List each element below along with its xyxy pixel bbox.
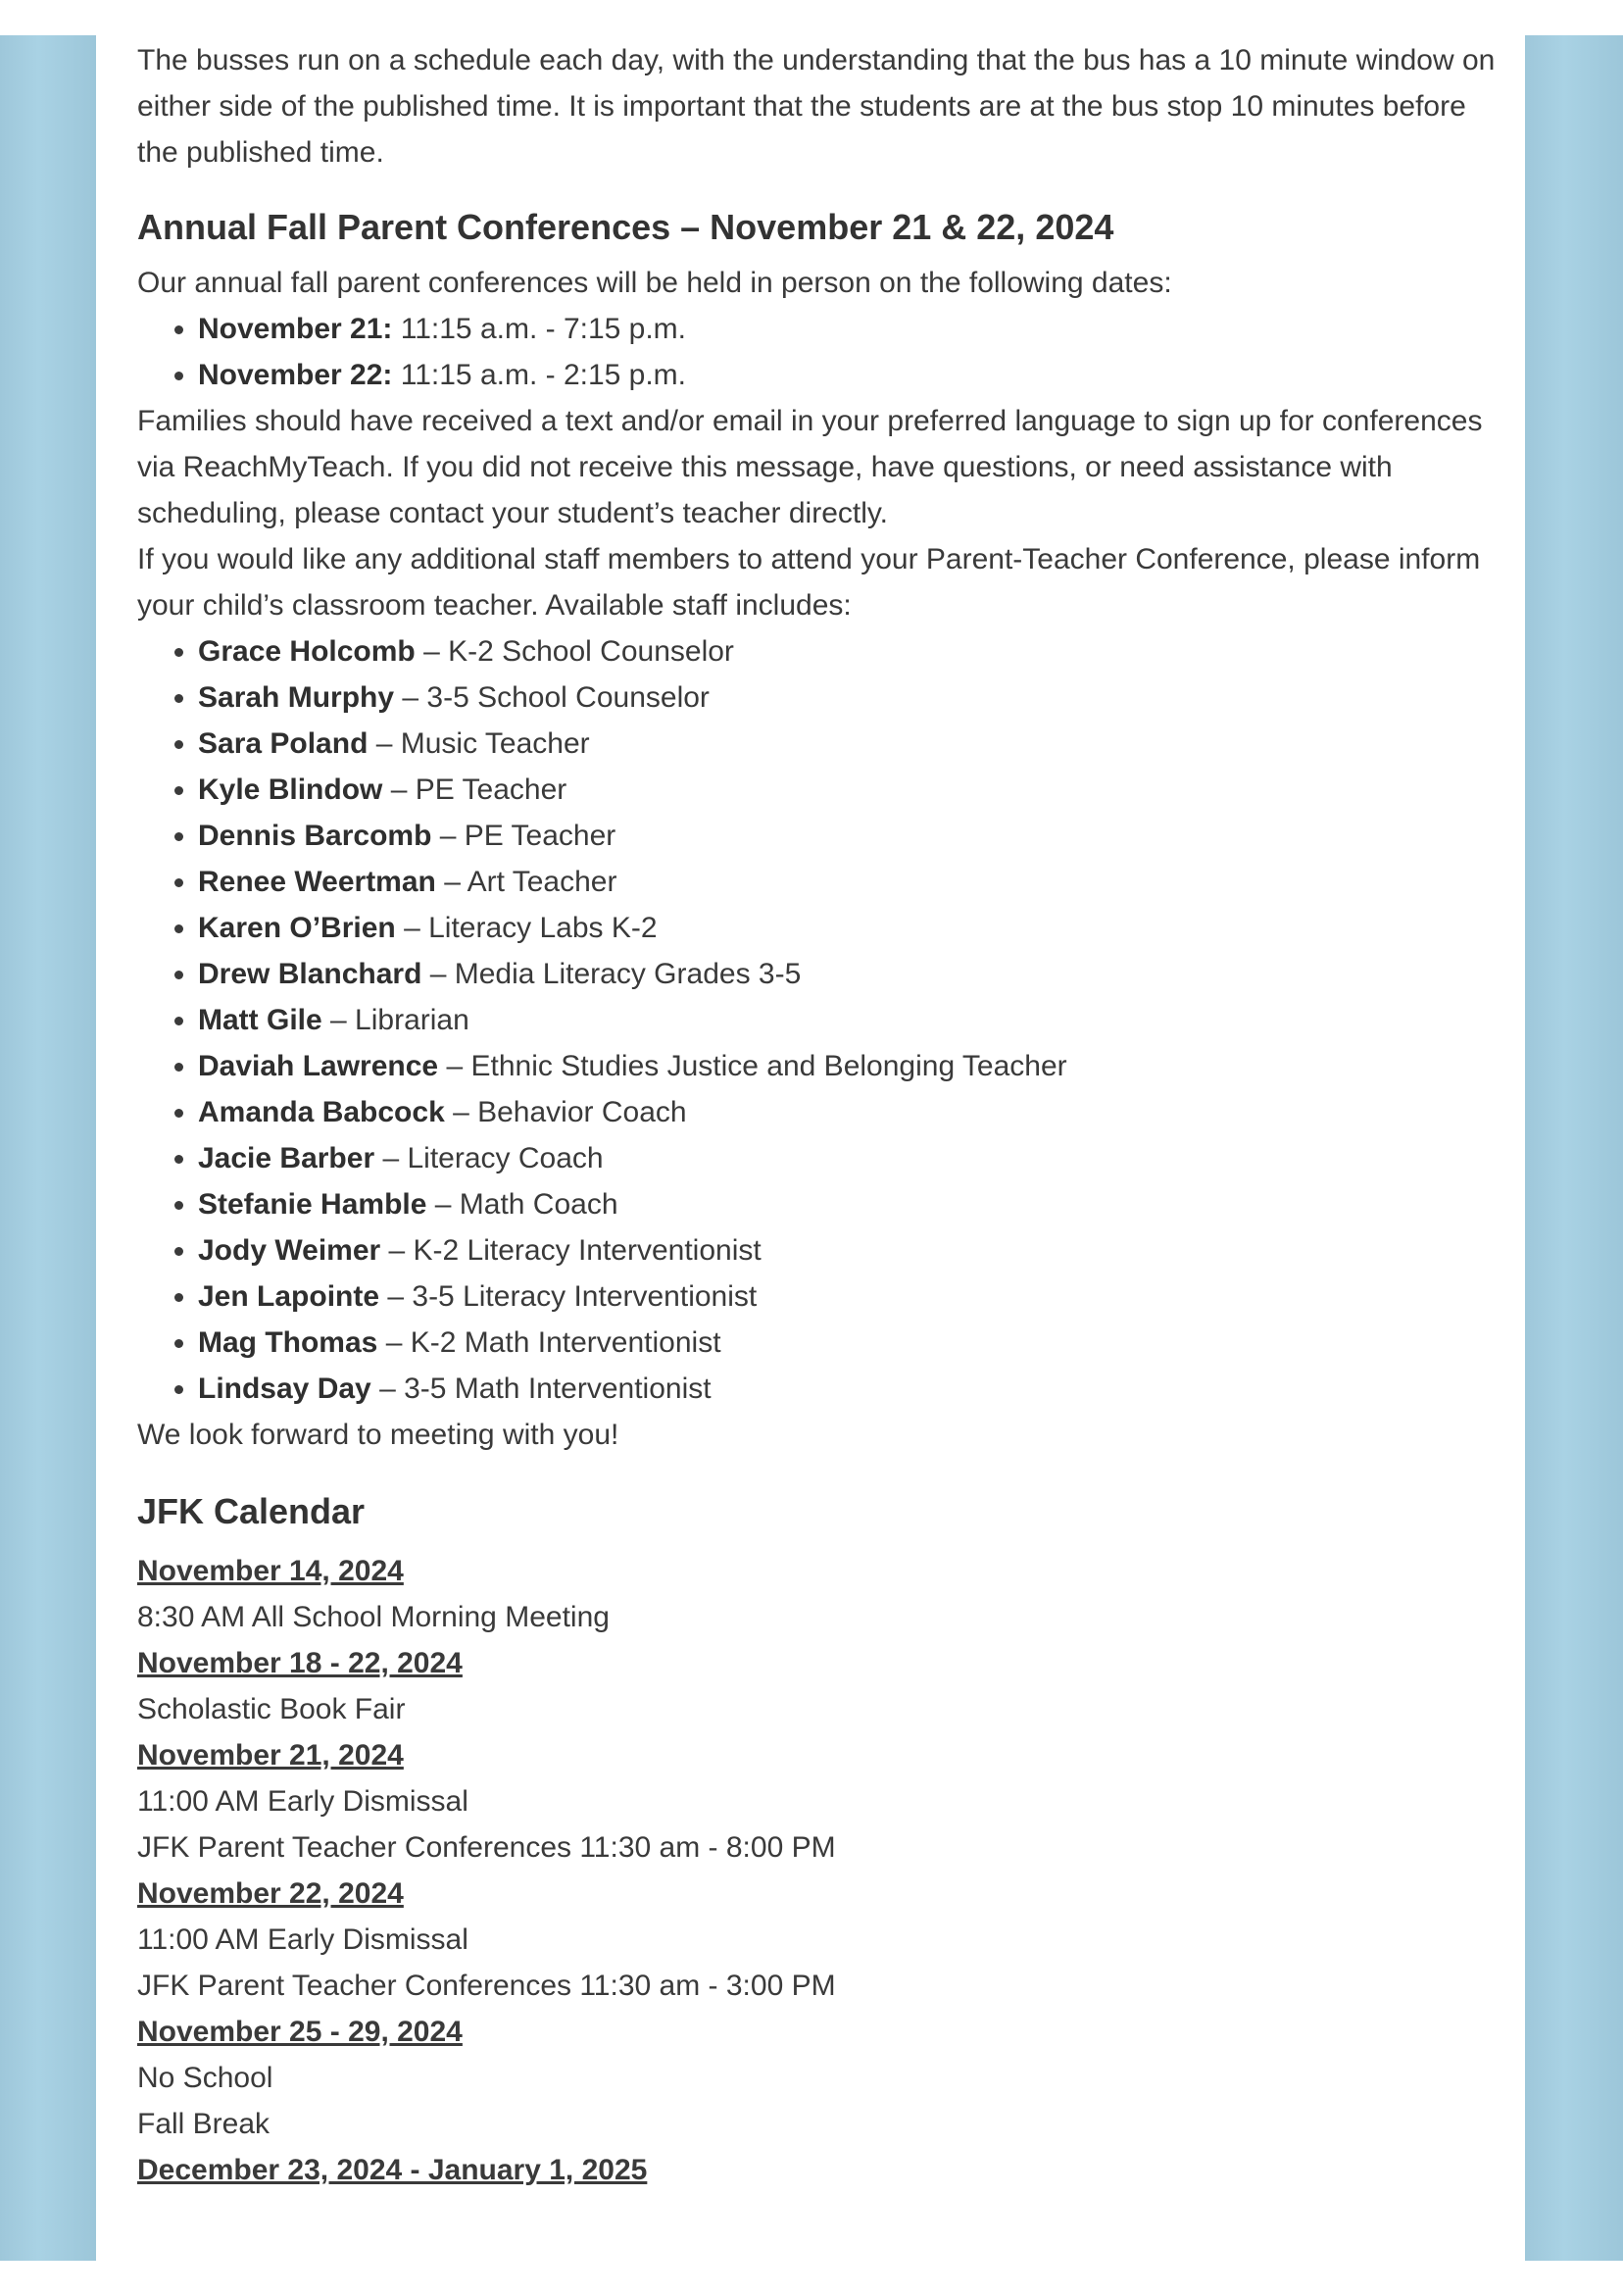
conference-dates-list: [137, 306, 1509, 398]
calendar-event: Fall Break: [137, 2108, 270, 2140]
list-item: • Stefanie Hamble – Math Coach: [198, 1181, 1509, 1227]
list-item: • Kyle Blindow – PE Teacher: [198, 767, 1509, 813]
list-item: • Daviah Lawrence – Ethnic Studies Justice and Belonging Teacher: [198, 1043, 1509, 1089]
list-item: • Drew Blanchard – Media Literacy Grades 3-5: [198, 951, 1509, 997]
calendar-date: December 23, 2024 - January 1, 2025: [137, 2154, 648, 2186]
calendar-heading: JFK Calendar: [137, 1491, 366, 1531]
list-item: • Mag Thomas – K-2 Math Interventionist: [198, 1320, 1509, 1366]
left-decorative-border: [0, 35, 96, 2261]
staff-list: [137, 628, 1509, 1412]
list-item: • Renee Weertman – Art Teacher: [198, 859, 1509, 905]
calendar-event: 8:30 AM All School Morning Meeting: [137, 1601, 610, 1633]
calendar-event: 11:00 AM Early Dismissal: [137, 1923, 468, 1956]
list-item: • Jody Weimer – K-2 Literacy Interventionist: [198, 1227, 1509, 1273]
calendar-date: November 25 - 29, 2024: [137, 2016, 463, 2048]
conferences-heading: Annual Fall Parent Conferences – November 21 & 22, 2024: [137, 207, 1114, 247]
list-item: • Lindsay Day – 3-5 Math Interventionist: [198, 1366, 1509, 1412]
calendar-date: November 22, 2024: [137, 1877, 404, 1910]
calendar-date: November 21, 2024: [137, 1739, 404, 1772]
list-item: • Sarah Murphy – 3-5 School Counselor: [198, 674, 1509, 721]
calendar-event: JFK Parent Teacher Conferences 11:30 am - 8:00 PM: [137, 1831, 836, 1864]
list-item: • November 22: 11:15 a.m. - 2:15 p.m.: [198, 352, 1509, 398]
calendar-date: November 18 - 22, 2024: [137, 1647, 463, 1679]
list-item: • Amanda Babcock – Behavior Coach: [198, 1089, 1509, 1135]
list-item: • Dennis Barcomb – PE Teacher: [198, 813, 1509, 859]
calendar-event: No School: [137, 2062, 273, 2094]
list-item: • Karen O’Brien – Literacy Labs K-2: [198, 905, 1509, 951]
calendar-event: JFK Parent Teacher Conferences 11:30 am - 3:00 PM: [137, 1970, 836, 2002]
calendar-event: Scholastic Book Fair: [137, 1693, 406, 1725]
closing-line: We look forward to meeting with you!: [137, 1419, 619, 1451]
list-item: • Grace Holcomb – K-2 School Counselor: [198, 628, 1509, 674]
list-item: • Jacie Barber – Literacy Coach: [198, 1135, 1509, 1181]
newsletter-content: [137, 37, 1509, 2193]
right-decorative-border: [1525, 35, 1623, 2261]
list-item: • Jen Lapointe – 3-5 Literacy Interventionist: [198, 1273, 1509, 1320]
conferences-lead: Our annual fall parent conferences will be held in person on the following dates:: [137, 267, 1172, 299]
signup-paragraph: Families should have received a text and/or email in your preferred language to sign up for conferences via ReachMyTeach. If you did not receive this message, have questions, or need assistance with scheduling, please contact your student’s teacher directly.: [137, 405, 1483, 529]
list-item: • Sara Poland – Music Teacher: [198, 721, 1509, 767]
list-item: • November 21: 11:15 a.m. - 7:15 p.m.: [198, 306, 1509, 352]
calendar-date: November 14, 2024: [137, 1555, 404, 1587]
staff-paragraph: If you would like any additional staff members to attend your Parent-Teacher Conference, please inform your child’s classroom teacher. Available staff includes:: [137, 543, 1481, 622]
list-item: • Matt Gile – Librarian: [198, 997, 1509, 1043]
bus-schedule-paragraph: The busses run on a schedule each day, with the understanding that the bus has a 10 minute window on either side of the published time. It is important that the students are at the bus stop 10 minutes before the published time.: [137, 44, 1496, 169]
calendar-event: 11:00 AM Early Dismissal: [137, 1785, 468, 1818]
